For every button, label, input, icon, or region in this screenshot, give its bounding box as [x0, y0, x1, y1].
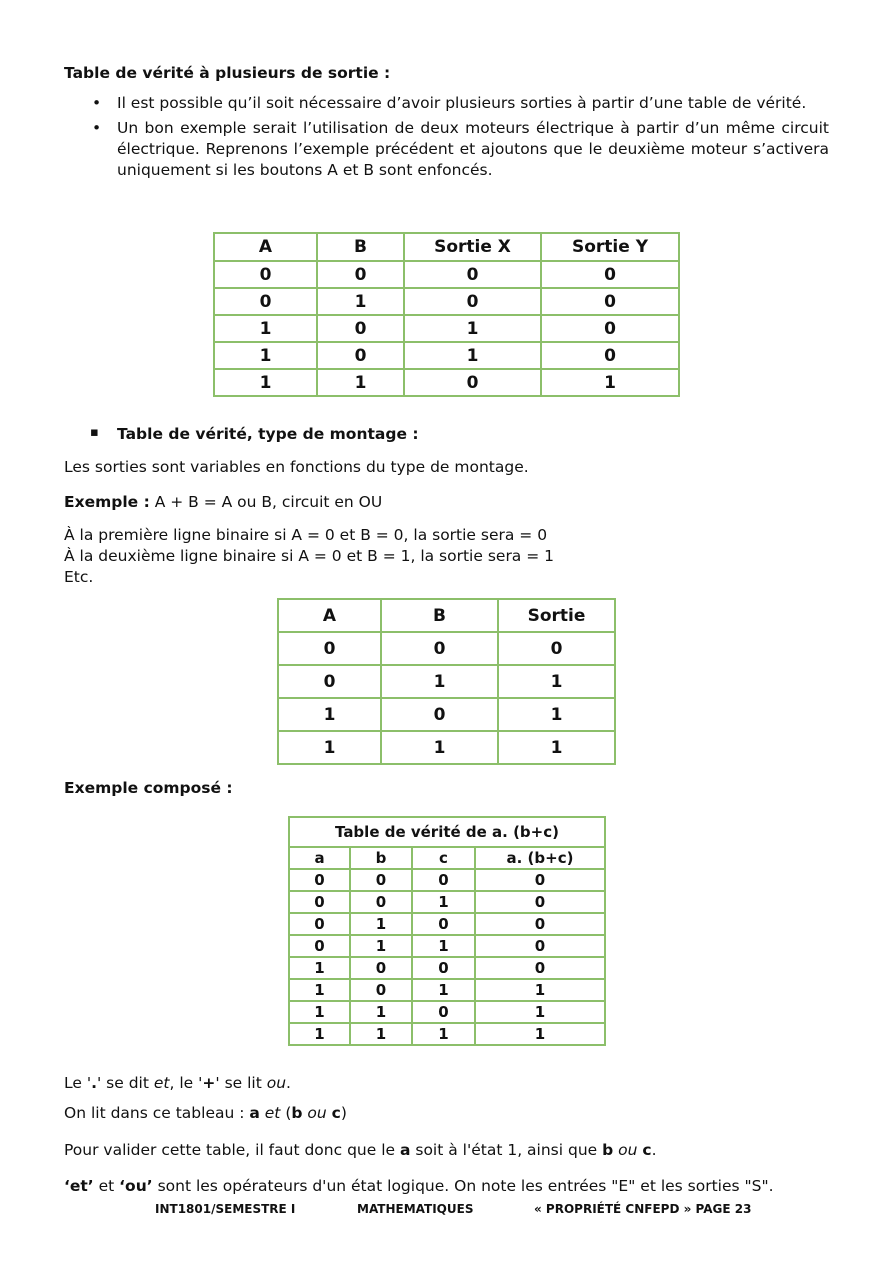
- footer-subject: MATHEMATIQUES: [357, 1202, 474, 1216]
- bullet-list: [64, 93, 829, 185]
- table-row: 1 0 1 1: [289, 979, 605, 1001]
- table-caption-row: [289, 817, 605, 847]
- square-bullet-icon: ▪: [90, 425, 99, 440]
- table-row: 1 0 1 0: [214, 342, 679, 369]
- table-row: 0 1 1: [278, 665, 615, 698]
- example-line: Exemple : A + B = A ou B, circuit en OU: [64, 493, 383, 511]
- section-title-montage: Table de vérité, type de montage :: [117, 425, 419, 443]
- truth-table-compound: [288, 816, 606, 1046]
- footer-page-info: « PROPRIÉTÉ CNFEPD » PAGE 23: [534, 1202, 752, 1216]
- truth-table-multiple-outputs: [213, 232, 680, 397]
- bullet-dot-icon: •: [92, 119, 102, 137]
- table-row: 1 0 1 0: [214, 315, 679, 342]
- table-row: 0 1 0 0: [214, 288, 679, 315]
- bullet-dot-icon: •: [92, 94, 102, 112]
- table-row: 0 0 0: [278, 632, 615, 665]
- section-title-compound-example: Exemple composé :: [64, 779, 233, 797]
- list-item: • Un bon exemple serait l’utilisation de deux moteurs électrique à partir d’un même circuit électrique. Reprenons l’exemple précédent et ajoutons que le deuxième moteur s’activera uniquement si les boutons A et B sont enfoncés.: [92, 119, 829, 179]
- example-explanation: À la première ligne binaire si A = 0 et B = 0, la sortie sera = 0 À la deuxième ligne binaire si A = 0 et B = 1, la sortie sera = 1 Etc.: [64, 526, 555, 586]
- table-reading-line: On lit dans ce tableau : a et (b ou c): [64, 1104, 347, 1122]
- table-row: 0 0 0 0: [214, 261, 679, 288]
- intro-text: Les sorties sont variables en fonctions du type de montage.: [64, 458, 529, 476]
- table-row: 0 0 1 0: [289, 891, 605, 913]
- table-caption: Table de vérité de a. (b+c): [289, 817, 605, 847]
- table-row: 1 1 1: [278, 731, 615, 764]
- table-row: 1 1 0 1: [289, 1001, 605, 1023]
- footer-course-code: INT1801/SEMESTRE I: [155, 1202, 296, 1216]
- table-row: 0 0 0 0: [289, 869, 605, 891]
- table-row: 0 1 1 0: [289, 935, 605, 957]
- operators-line: ‘et’ et ‘ou’ sont les opérateurs d'un état logique. On note les entrées "E" et les sorties "S".: [64, 1177, 774, 1195]
- table-header-row: A B Sortie: [278, 599, 615, 632]
- section-title-multiple-outputs: Table de vérité à plusieurs de sortie :: [64, 64, 391, 82]
- table-header-row: a b c a. (b+c): [289, 847, 605, 869]
- table-row: 0 1 0 0: [289, 913, 605, 935]
- list-item: • Il est possible qu’il soit nécessaire d’avoir plusieurs sorties à partir d’une table de vérité.: [92, 94, 807, 112]
- table-row: 1 0 1: [278, 698, 615, 731]
- validation-line: Pour valider cette table, il faut donc que le a soit à l'état 1, ainsi que b ou c.: [64, 1141, 657, 1159]
- table-row: 1 0 0 0: [289, 957, 605, 979]
- operator-reading-line: Le '.' se dit et, le '+' se lit ou.: [64, 1074, 291, 1092]
- table-row: 1 1 1 1: [289, 1023, 605, 1045]
- table-row: 1 1 0 1: [214, 369, 679, 396]
- truth-table-or-circuit: [277, 598, 616, 765]
- table-header-row: A B Sortie X Sortie Y: [214, 233, 679, 261]
